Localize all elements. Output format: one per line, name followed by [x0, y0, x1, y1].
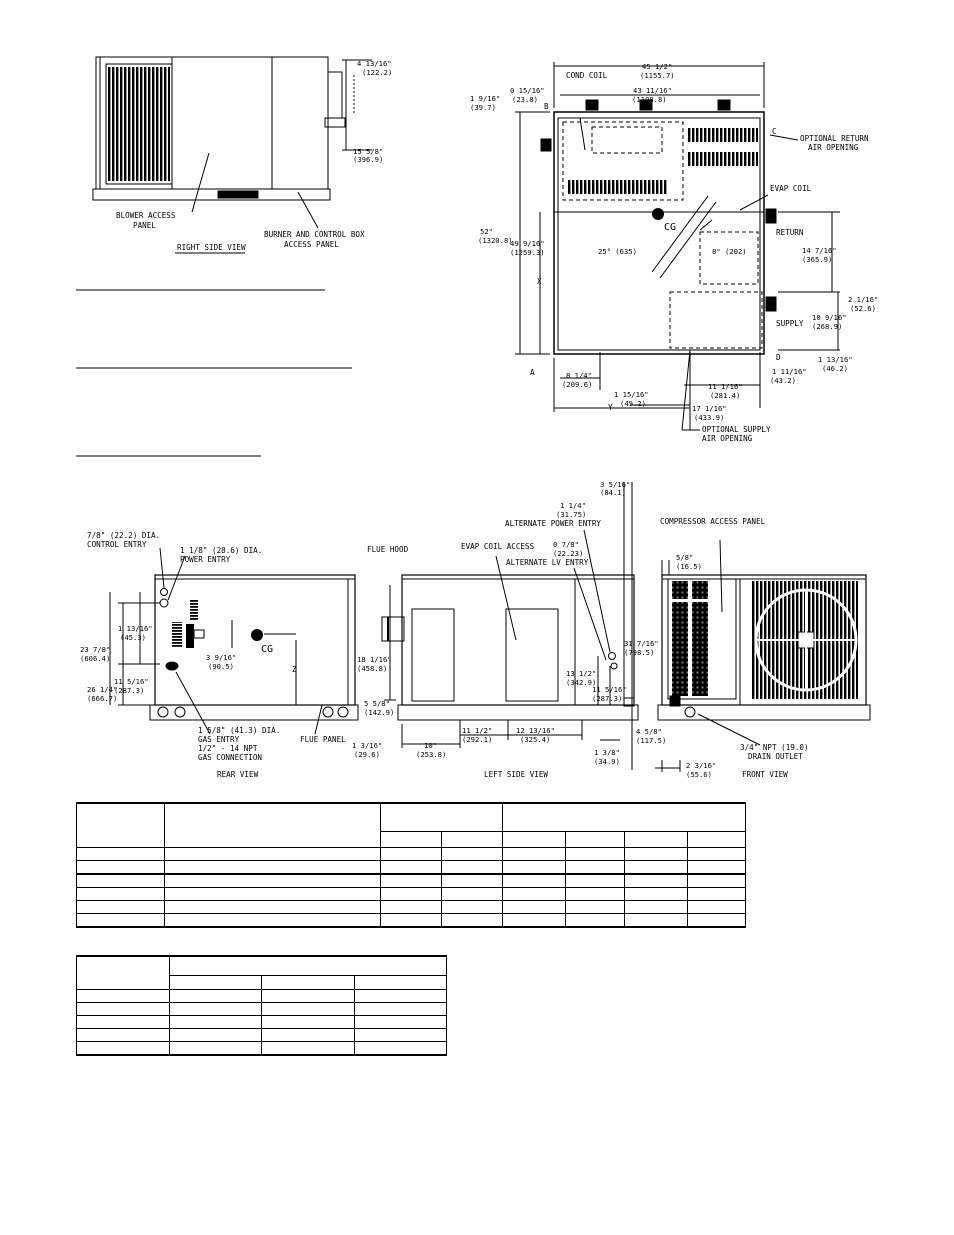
table-row	[77, 803, 746, 832]
rear-d-2378-1: 23 7/8"	[80, 645, 111, 654]
left-d-11516-2: (287.3)	[592, 694, 623, 703]
left-d-10-1: 10"	[424, 741, 437, 750]
left-d-1316-2: (29.6)	[354, 750, 380, 759]
d-return-1: 14 7/16"	[802, 246, 837, 255]
table-row	[77, 1029, 447, 1042]
control-entry-2: CONTROL ENTRY	[87, 540, 147, 549]
right-dim-mid-1: 15 5/8"	[353, 147, 384, 156]
eight-label: 8" (202)	[712, 247, 747, 256]
letter-a: A	[530, 368, 535, 377]
table-row	[77, 1003, 447, 1016]
opt-supply-label-2: AIR OPENING	[702, 434, 753, 443]
rear-d-11316-2: (45.3)	[120, 633, 146, 642]
table-row	[77, 1042, 447, 1056]
left-d-3516-2: (84.1)	[600, 488, 626, 497]
table-row	[77, 956, 447, 976]
left-d-3516-1: 3 5/16"	[600, 480, 631, 489]
d-11316-2: (46.2)	[822, 364, 848, 373]
d-supply-2: (268.9)	[812, 322, 843, 331]
top-w-overall-2: (1155.7)	[640, 71, 675, 80]
top-w-inner-2: (1108.8)	[632, 95, 667, 104]
left-d-138-1: 1 3/8"	[594, 748, 620, 757]
rear-z-label: Z	[292, 665, 297, 674]
d-11316-1: 1 13/16"	[818, 355, 853, 364]
rear-d-11516-2: (287.3)	[114, 686, 145, 695]
table-row	[77, 990, 447, 1003]
left-d-18116-2: (458.8)	[357, 664, 388, 673]
table-row	[77, 901, 746, 914]
table-row	[77, 888, 746, 901]
d-11516-2: (49.2)	[620, 399, 646, 408]
front-d-58-1: 5/8"	[676, 553, 694, 562]
left-d-18116-1: 18 1/16"	[357, 655, 392, 664]
left-d-11516-1: 11 5/16"	[592, 685, 627, 694]
table-row	[77, 874, 746, 888]
comp-access-label: COMPRESSOR ACCESS PANEL	[660, 517, 766, 526]
section-rules	[76, 290, 352, 456]
drain-label-1: 3/4" NPT (19.0)	[740, 743, 809, 752]
front-d-2316-1: 2 3/16"	[686, 761, 717, 770]
rear-cg-marker	[251, 629, 263, 641]
alt-lv-3: ALTERNATE LV ENTRY	[506, 558, 589, 567]
top-view-labels	[470, 62, 878, 443]
left-d-458-2: (117.5)	[636, 736, 667, 745]
table-row	[77, 848, 746, 861]
left-d-1316-1: 1 3/16"	[352, 741, 383, 750]
evap-access-label: EVAP COIL ACCESS	[461, 542, 535, 551]
left-d-31716-1: 31 7/16"	[624, 639, 659, 648]
rear-d-11316-1: 1 13/16"	[118, 624, 153, 633]
opt-supply-label-1: OPTIONAL SUPPLY	[702, 425, 771, 434]
blower-panel-label-1: BLOWER ACCESS	[116, 211, 176, 220]
d-11116b-1: 11 1/16"	[708, 382, 743, 391]
d-814-1: 8 1/4"	[566, 371, 592, 380]
letter-x: X	[537, 277, 542, 286]
table-row	[77, 914, 746, 928]
top-cg-marker	[652, 208, 664, 220]
right-view-title: RIGHT SIDE VIEW	[177, 243, 246, 252]
opt-return-label-2: AIR OPENING	[808, 143, 859, 152]
flue-panel-label: FLUE PANEL	[300, 735, 346, 744]
dimension-table-1	[76, 802, 746, 928]
left-d-121316-2: (325.4)	[520, 735, 551, 744]
d-11516-1: 1 15/16"	[614, 390, 649, 399]
right-dim-top-2: (122.2)	[362, 68, 393, 77]
left-d-1112-2: (292.1)	[462, 735, 493, 744]
gas-entry-3: 1/2" - 14 NPT	[198, 744, 258, 753]
table-row	[77, 1016, 447, 1029]
top-cg-label: CG	[664, 222, 677, 233]
table-row	[77, 861, 746, 875]
control-entry-1: 7/8" (22.2) DIA.	[87, 531, 161, 540]
front-view-title: FRONT VIEW	[742, 770, 788, 779]
burner-panel-label-1: BURNER AND CONTROL BOX	[264, 230, 365, 239]
rear-d-3916-1: 3 9/16"	[206, 653, 237, 662]
top-w-inner-1: 43 11/16"	[633, 86, 672, 95]
supply-label: SUPPLY	[776, 319, 804, 328]
gas-entry-2: GAS ENTRY	[198, 735, 240, 744]
blower-panel-label-2: PANEL	[133, 221, 156, 230]
rear-d-2614-1: 26 1/4"	[87, 685, 118, 694]
left-d-558-1: 5 5/8"	[364, 699, 390, 708]
top-h-inner-2: (1259.3)	[510, 248, 545, 257]
left-d-138-2: (34.9)	[594, 757, 620, 766]
rear-d-2378-2: (606.4)	[80, 654, 111, 663]
rear-view-title: REAR VIEW	[217, 770, 259, 779]
dimension-table-2	[76, 955, 447, 1056]
left-d-1312-2: (342.9)	[566, 678, 597, 687]
opt-return-label-1: OPTIONAL RETURN	[800, 134, 869, 143]
rear-d-3916-2: (90.5)	[208, 662, 234, 671]
alt-lv-1: 0 7/8"	[553, 540, 579, 549]
return-label: RETURN	[776, 228, 804, 237]
left-d-1112-1: 11 1/2"	[462, 726, 493, 735]
right-dim-top-1: 4 13/16"	[357, 59, 392, 68]
left-view-title: LEFT SIDE VIEW	[484, 770, 549, 779]
flue-hood-label: FLUE HOOD	[367, 545, 409, 554]
cond-coil-label: COND COIL	[566, 71, 608, 80]
left-d-31716-2: (798.5)	[624, 648, 655, 657]
left-d-558-2: (142.9)	[364, 708, 395, 717]
alt-power-2: (31.75)	[556, 510, 587, 519]
evap-coil-label: EVAP COIL	[770, 184, 812, 193]
rear-cg-label: CG	[261, 644, 274, 655]
d-2116-1: 2 1/16"	[848, 295, 879, 304]
letter-d: D	[776, 353, 781, 362]
front-d-58-2: (16.5)	[676, 562, 702, 571]
rear-view	[110, 548, 358, 734]
letter-c: C	[772, 127, 777, 136]
left-d-10-2: (253.8)	[416, 750, 447, 759]
d-17116-1: 17 1/16"	[692, 404, 727, 413]
left-side-view-labels	[352, 480, 666, 779]
top-w-left-1: 0 15/16"	[510, 86, 545, 95]
rear-d-11516-1: 11 5/16"	[114, 677, 149, 686]
alt-power-3: ALTERNATE POWER ENTRY	[505, 519, 602, 528]
d-2116-2: (52.6)	[850, 304, 876, 313]
angle-label: 25° (635)	[598, 247, 637, 256]
top-w-left2-1: 1 9/16"	[470, 94, 501, 103]
left-d-458-1: 4 5/8"	[636, 727, 662, 736]
rear-view-labels	[80, 531, 346, 779]
letter-b: B	[544, 102, 549, 111]
top-w-left-2: (23.8)	[512, 95, 538, 104]
drain-label-2: DRAIN OUTLET	[748, 752, 803, 761]
gas-entry-1: 1 5/8" (41.3) DIA.	[198, 726, 281, 735]
left-d-121316-1: 12 13/16"	[516, 726, 555, 735]
d-return-2: (365.9)	[802, 255, 833, 264]
power-entry-2: POWER ENTRY	[180, 555, 231, 564]
right-dim-mid-2: (396.9)	[353, 155, 384, 164]
front-view	[655, 540, 870, 772]
alt-power-1: 1 1/4"	[560, 501, 586, 510]
d-17116-2: (433.9)	[694, 413, 725, 422]
top-h-overall-1: 52"	[480, 227, 493, 236]
top-w-overall-1: 45 1/2"	[642, 62, 673, 71]
top-h-inner-1: 49 9/16"	[510, 239, 545, 248]
top-h-overall-2: (1320.8)	[478, 236, 513, 245]
d-11116b-2: (281.4)	[710, 391, 741, 400]
burner-panel-label-2: ACCESS PANEL	[284, 240, 339, 249]
d-814-2: (209.6)	[562, 380, 593, 389]
front-d-2316-2: (55.6)	[686, 770, 712, 779]
letter-y: Y	[608, 403, 613, 412]
gas-entry-4: GAS CONNECTION	[198, 753, 263, 762]
d-11116a-2: (43.2)	[770, 376, 796, 385]
alt-lv-2: (22.23)	[553, 549, 584, 558]
rear-d-2614-2: (666.7)	[87, 694, 118, 703]
top-w-left2-2: (39.7)	[470, 103, 496, 112]
d-supply-1: 10 9/16"	[812, 313, 847, 322]
left-d-1312-1: 13 1/2"	[566, 669, 597, 678]
power-entry-1: 1 1/8" (28.6) DIA.	[180, 546, 263, 555]
d-11116a-1: 1 11/16"	[772, 367, 807, 376]
